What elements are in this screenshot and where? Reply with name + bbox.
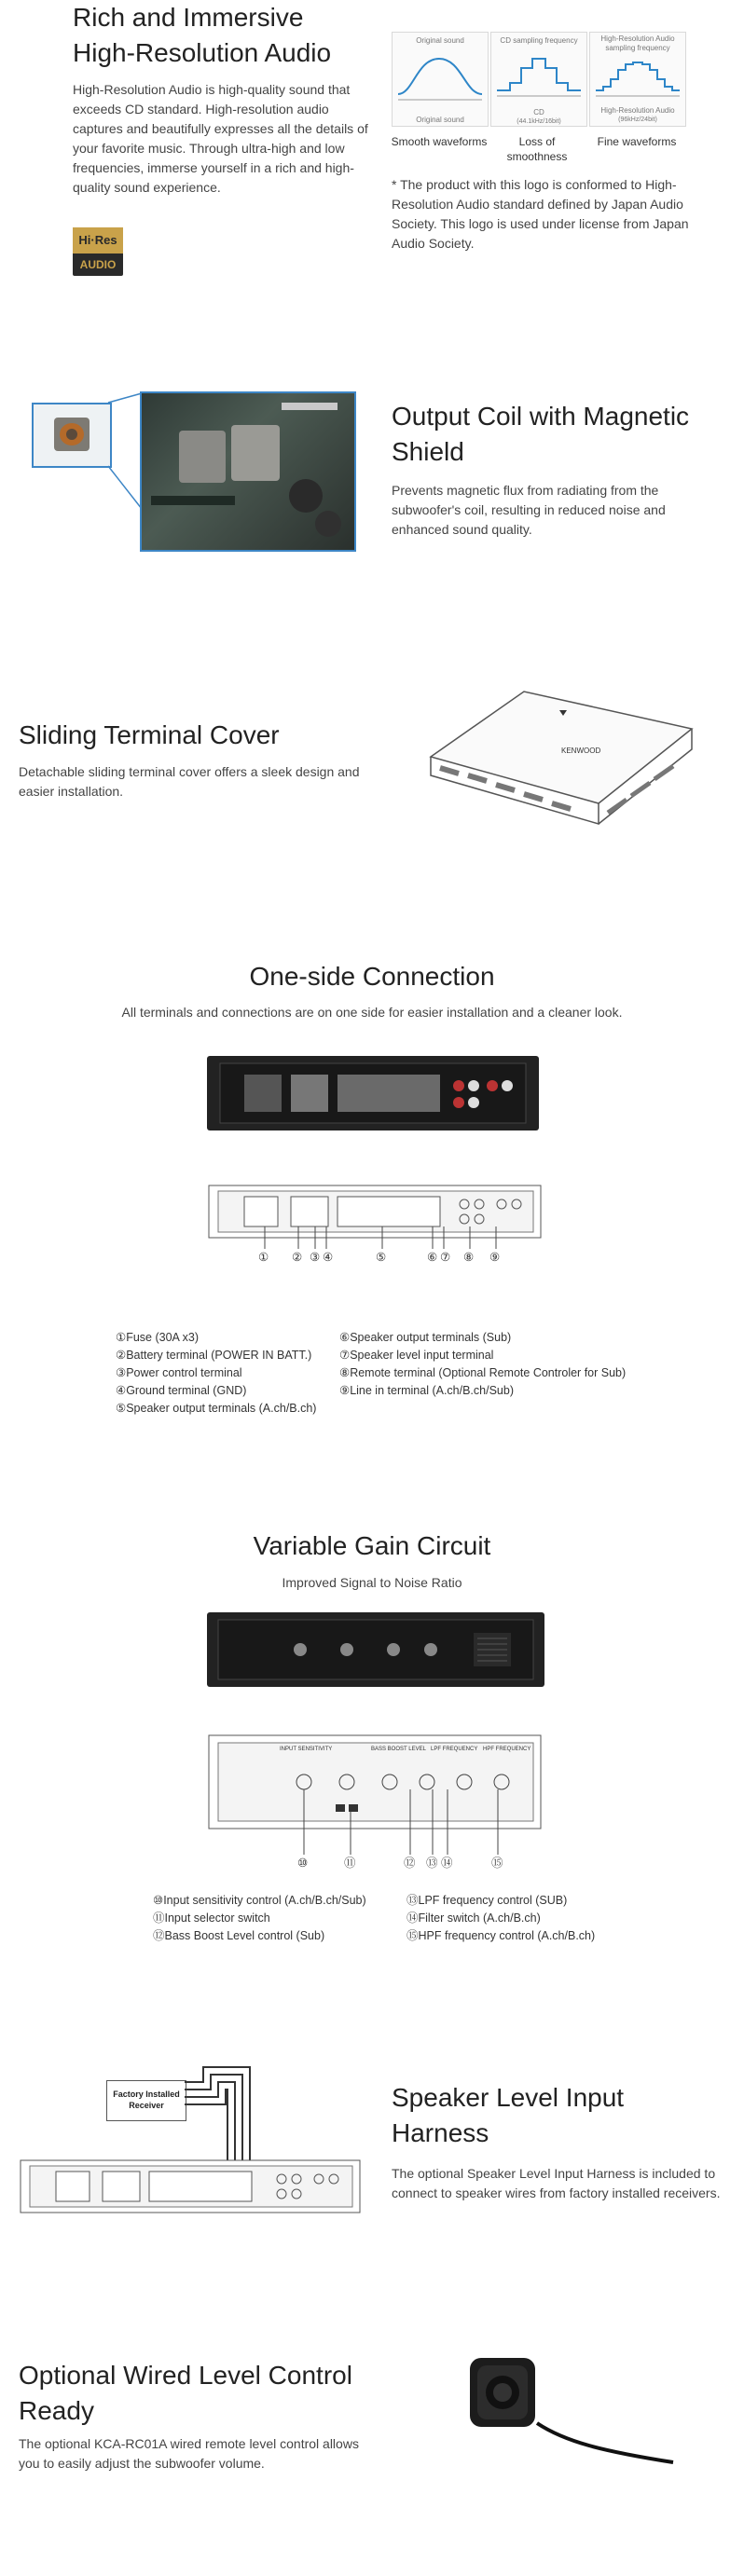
waveform-caption-loss: Loss of smoothness xyxy=(506,135,568,163)
cover-body: Detachable sliding terminal cover offers a sleek design and easier installation. xyxy=(19,764,360,799)
remote-body: The optional KCA-RC01A wired remote level control allows you to easily adjust the subwoofer volume. xyxy=(19,2436,359,2471)
legend-item: ⑫Bass Boost Level control (Sub) xyxy=(153,1929,325,1942)
oneside-callout-9: ⑨ xyxy=(489,1251,501,1264)
hires-title-line1: Rich and Immersive xyxy=(73,3,304,32)
waveform-header: High-Resolution Audio sampling frequency xyxy=(600,34,675,52)
harness-title-line1: Speaker Level Input xyxy=(392,2083,625,2112)
legend-item: ⑪Input selector switch xyxy=(153,1911,270,1925)
legend-item: ⑮HPF frequency control (A.ch/B.ch) xyxy=(406,1929,596,1942)
gain-legend-left xyxy=(153,1892,405,1945)
oneside-diagram-drawing xyxy=(207,1184,544,1249)
oneside-callout-8: ⑧ xyxy=(463,1251,475,1264)
receiver-label-line1: Factory Installed xyxy=(113,2090,180,2099)
hires-logo-top: Hi·Res xyxy=(73,227,123,253)
hires-body: High-Resolution Audio is high-quality sound that exceeds CD standard. High-resolution audio captures and beautifully expresses all the details of your favorite music. Through ultra-high and low frequencies, immerse yourself in a rich and high-quality sound experience. xyxy=(73,82,368,195)
legend-item: ⑦Speaker level input terminal xyxy=(339,1349,494,1362)
waveform-caption-smooth: Smooth waveforms xyxy=(391,135,488,148)
gain-callout-13: ⑬ xyxy=(426,1857,438,1870)
oneside-callout-4: ④ xyxy=(323,1251,334,1264)
coil-inset-image xyxy=(32,403,112,468)
cover-title: Sliding Terminal Cover xyxy=(19,720,280,749)
oneside-callout-7: ⑦ xyxy=(440,1251,451,1264)
amplifier-line-drawing xyxy=(421,664,701,831)
legend-item: ③Power control terminal xyxy=(116,1366,242,1379)
waveform-panel-hires xyxy=(589,32,686,127)
receiver-label-line2: Receiver xyxy=(129,2101,164,2110)
smooth-wave-graphic xyxy=(393,46,488,111)
coil-board-components xyxy=(142,393,354,550)
gain-panel-label-2: BASS BOOST LEVEL xyxy=(371,1747,426,1752)
hires-logo xyxy=(73,227,123,276)
oneside-legend-left xyxy=(116,1329,339,1418)
hires-note: * The product with this logo is conformed to High-Resolution Audio standard defined by Japan Audio Society. This logo is used under license from Japan Audio Society. xyxy=(392,177,689,251)
stepped-wave-graphic xyxy=(491,46,586,103)
oneside-amp-terminals xyxy=(207,1056,539,1130)
coil-board-photo xyxy=(140,391,356,552)
oneside-callout-3: ③ xyxy=(310,1251,321,1264)
legend-item: ⑭Filter switch (A.ch/B.ch) xyxy=(406,1911,541,1925)
cover-brand: KENWOOD xyxy=(561,747,601,755)
coil-title xyxy=(392,399,709,470)
remote-controller-photo xyxy=(453,2349,677,2479)
oneside-amp-photo xyxy=(207,1056,539,1130)
harness-title-line2: Harness xyxy=(392,2118,489,2147)
remote-title-line2: Ready xyxy=(19,2396,94,2425)
gain-panel-label-3: LPF FREQUENCY xyxy=(431,1747,478,1752)
waveform-footer: High-Resolution Audio xyxy=(600,106,675,115)
waveform-header: CD sampling frequency xyxy=(500,36,578,45)
legend-item: ④Ground terminal (GND) xyxy=(116,1384,247,1397)
gain-callout-12: ⑫ xyxy=(404,1857,416,1870)
fine-wave-graphic xyxy=(590,53,685,102)
oneside-callout-6: ⑥ xyxy=(427,1251,438,1264)
waveform-panel-original xyxy=(392,32,489,127)
gain-amp-photo xyxy=(207,1612,544,1687)
legend-item: ⑬LPF frequency control (SUB) xyxy=(406,1894,568,1907)
coil-title-line2: Shield xyxy=(392,437,464,466)
hires-title xyxy=(73,0,390,71)
oneside-callout-2: ② xyxy=(292,1251,303,1264)
waveform-header: Original sound xyxy=(416,36,464,45)
waveform-comparison xyxy=(392,32,684,129)
harness-receiver-label xyxy=(107,2081,186,2111)
gain-callout-11: ⑪ xyxy=(344,1857,356,1870)
oneside-diagram xyxy=(207,1184,544,1277)
coil-title-line1: Output Coil with Magnetic xyxy=(392,402,690,431)
waveform-footer-sub: (44.1kHz/16bit) xyxy=(517,118,561,125)
gain-panel-label-4: HPF FREQUENCY xyxy=(483,1747,531,1752)
waveform-footer-sub: (96kHz/24bit) xyxy=(618,116,657,123)
oneside-title-clip xyxy=(0,962,744,997)
legend-item: ⑤Speaker output terminals (A.ch/B.ch) xyxy=(116,1402,317,1415)
harness-amp-diagram xyxy=(19,2158,364,2216)
legend-item: ⑩Input sensitivity control (A.ch/B.ch/Sub) xyxy=(153,1894,366,1907)
oneside-callout-5: ⑤ xyxy=(376,1251,387,1264)
gain-callout-15: ⑮ xyxy=(491,1857,503,1870)
gain-amp-controls xyxy=(207,1612,544,1687)
hires-title-line2: High-Resolution Audio xyxy=(73,38,332,67)
hires-logo-bottom: AUDIO xyxy=(79,258,117,271)
remote-title xyxy=(19,2358,373,2429)
gain-callout-10: ⑩ xyxy=(297,1857,309,1870)
oneside-callout-1: ① xyxy=(258,1251,269,1264)
legend-item: ①Fuse (30A x3) xyxy=(116,1331,200,1344)
waveform-footer: CD xyxy=(533,108,544,116)
gain-subtitle: Improved Signal to Noise Ratio xyxy=(282,1575,462,1590)
gain-panel-label-1: INPUT SENSITIVITY xyxy=(280,1747,333,1752)
waveform-caption-fine: Fine waveforms xyxy=(597,135,677,148)
legend-item: ⑨Line in terminal (A.ch/B.ch/Sub) xyxy=(339,1384,514,1397)
waveform-panel-cd xyxy=(490,32,587,127)
legend-item: ②Battery terminal (POWER IN BATT.) xyxy=(116,1349,312,1362)
gain-callout-14: ⑭ xyxy=(441,1857,453,1870)
coil-body: Prevents magnetic flux from radiating from the subwoofer's coil, resulting in reduced noise and enhanced sound quality. xyxy=(392,483,666,537)
harness-receiver-box xyxy=(106,2080,186,2121)
legend-item: ⑧Remote terminal (Optional Remote Controler for Sub) xyxy=(339,1366,627,1379)
waveform-footer: Original sound xyxy=(416,116,464,124)
gain-diagram xyxy=(207,1733,544,1883)
oneside-legend-right xyxy=(339,1329,638,1400)
coil-icon xyxy=(34,404,110,466)
remote-title-line1: Optional Wired Level Control xyxy=(19,2361,352,2390)
oneside-subtitle: All terminals and connections are on one side for easier installation and a cleaner look. xyxy=(121,1005,623,1020)
harness-body: The optional Speaker Level Input Harness is included to connect to speaker wires from factory installed receivers. xyxy=(392,2166,721,2200)
gain-legend-right xyxy=(406,1892,630,1945)
gain-title: Variable Gain Circuit xyxy=(253,1531,491,1560)
legend-item: ⑥Speaker output terminals (Sub) xyxy=(339,1331,512,1344)
oneside-title: One-side Connection xyxy=(249,962,495,991)
harness-title xyxy=(392,2080,709,2151)
